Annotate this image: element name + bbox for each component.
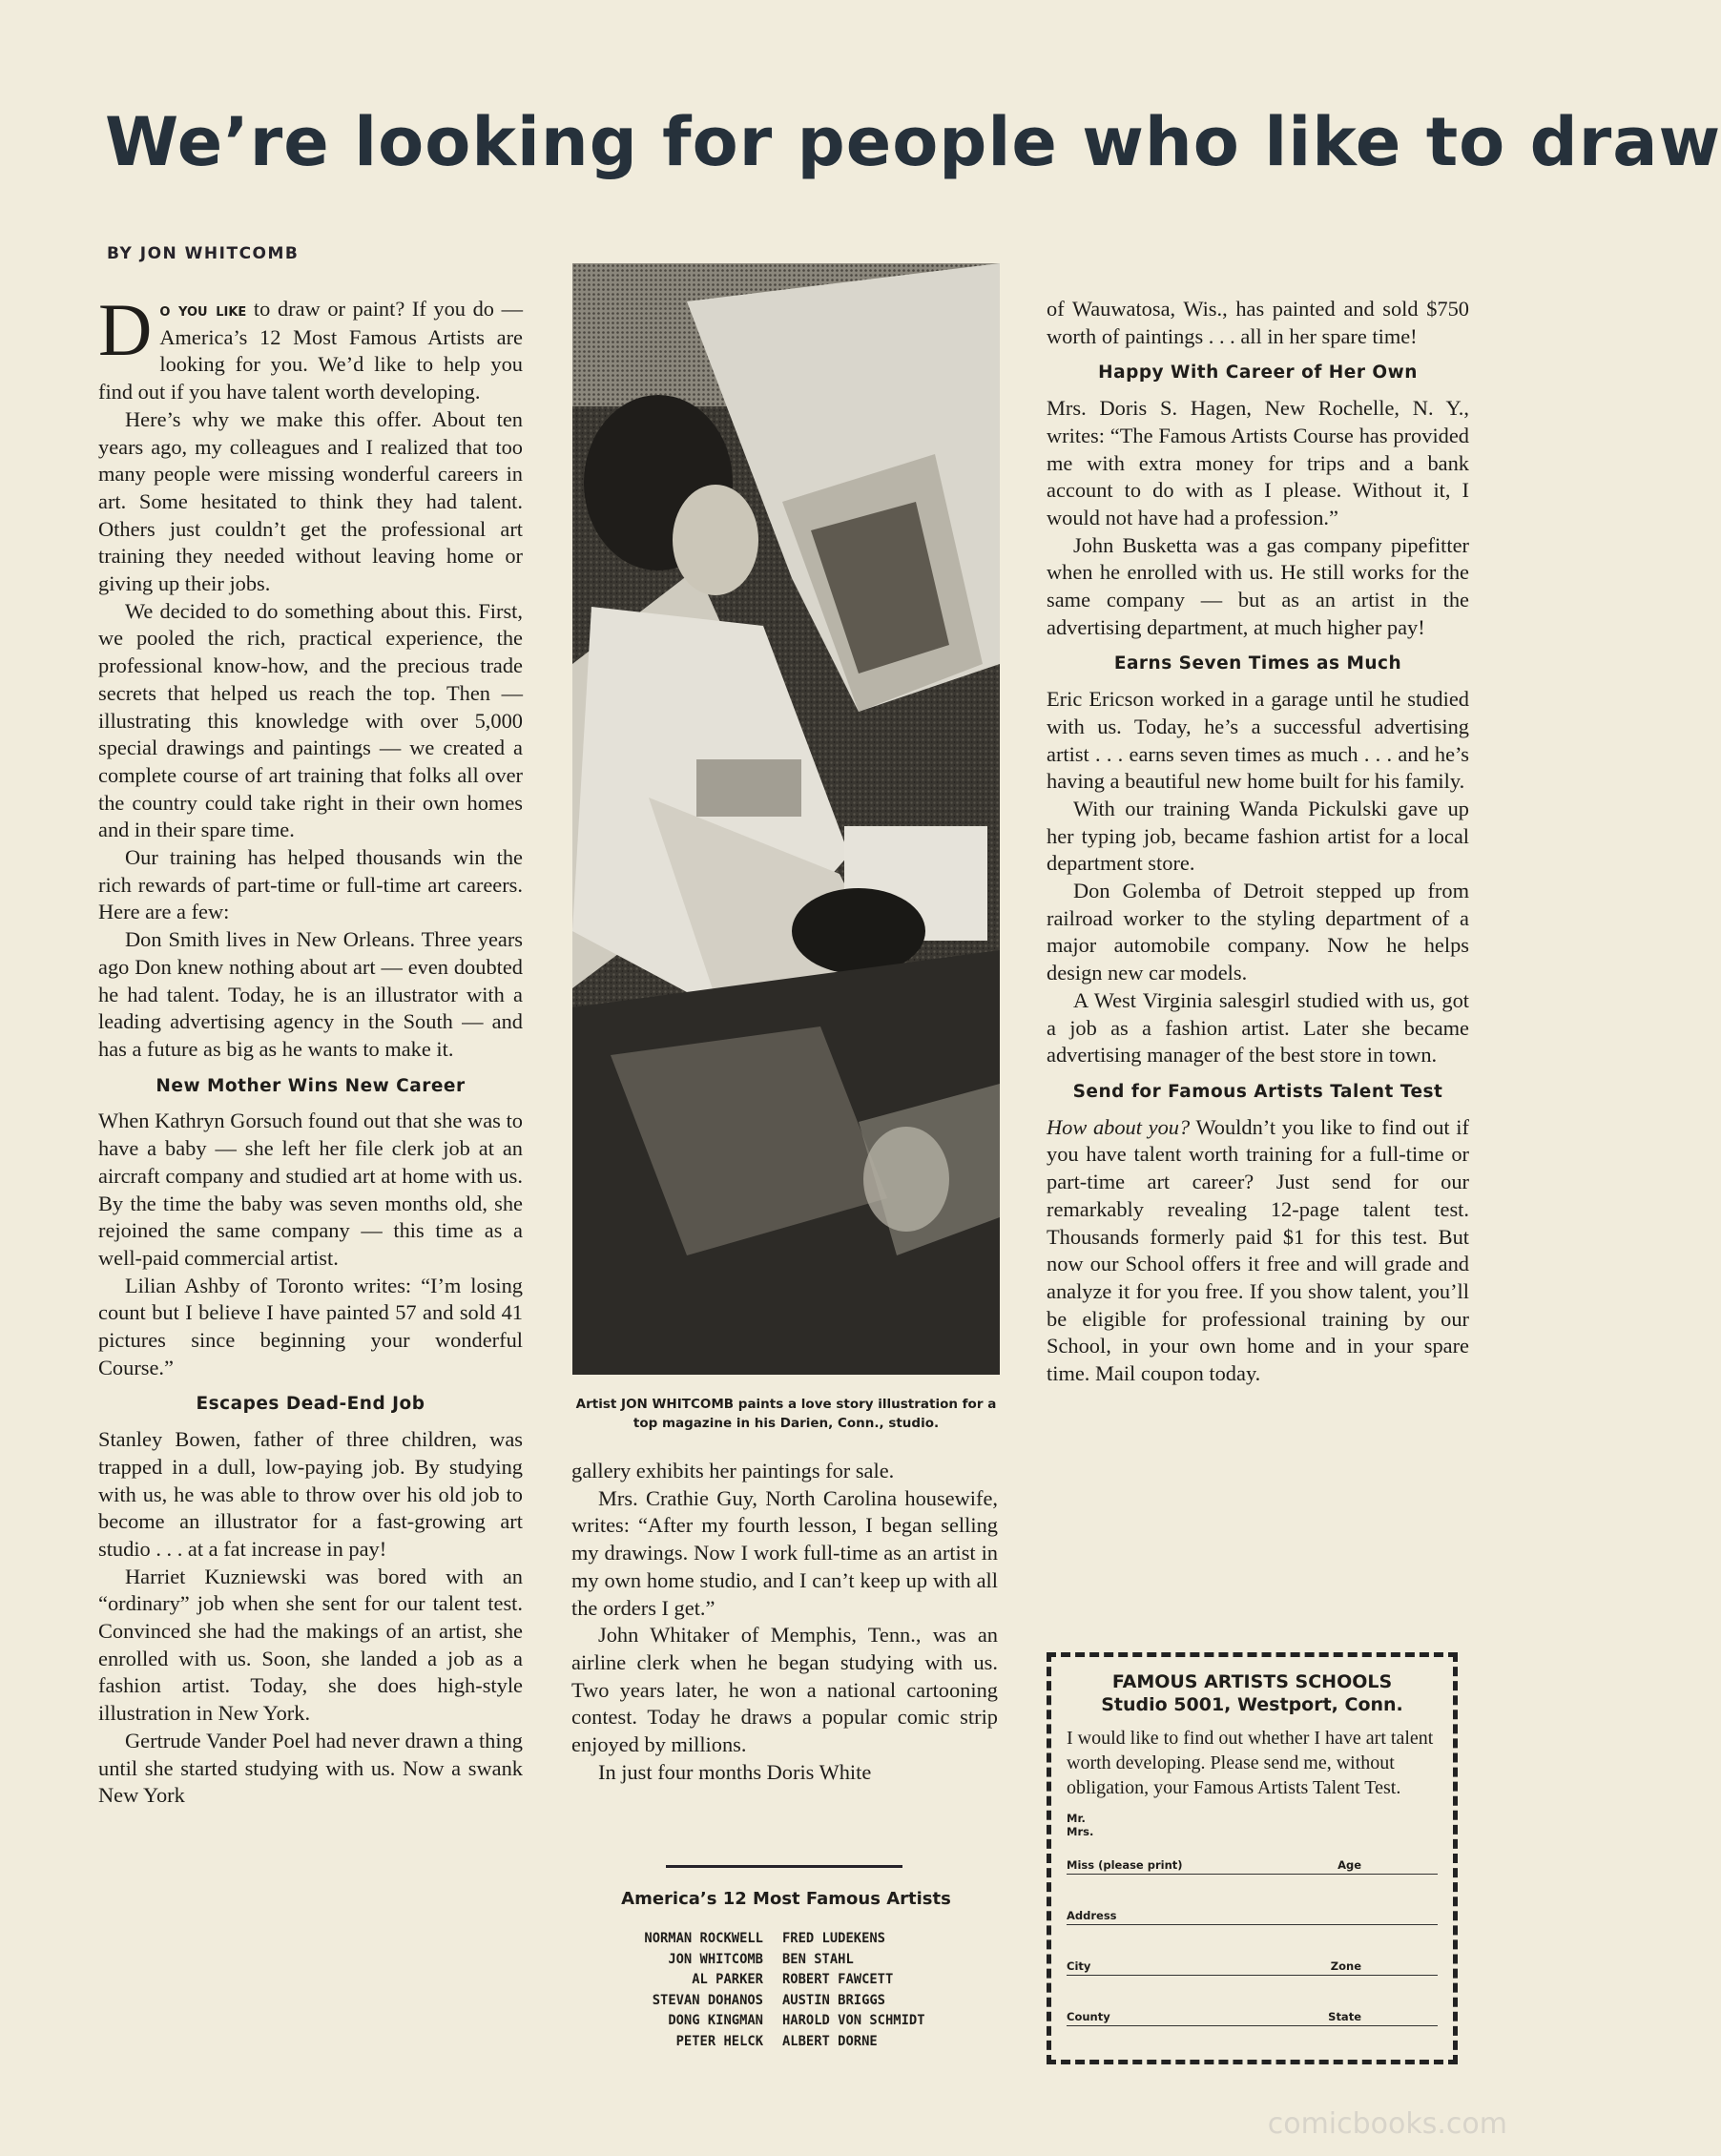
artist-name: ALBERT DORNE xyxy=(782,2033,878,2049)
artist-names-left xyxy=(477,1929,763,2052)
paragraph: In just four months Doris White xyxy=(598,1759,872,1784)
city-zone-field[interactable] xyxy=(1067,1933,1438,1976)
paragraph: John Busketta was a gas company pipefitter when he enrolled with us. He still works for the same company — but as an artist in the advertising department, at much higher pay! xyxy=(1047,532,1469,639)
paragraph: We decided to do something about this. First, we pooled the rich, practical experience, the professional know-how, and the precious trade secrets that helped us reach the top. Then — illustrating this knowledge with over 5,000 special drawings and paintings — we created a complete course of art training that folks all over the country could take right in their own homes and in their spare time. xyxy=(98,598,523,842)
photo-caption xyxy=(572,1395,1000,1433)
county-state-field[interactable] xyxy=(1067,1983,1438,2026)
miss-label: Miss (please print) xyxy=(1067,1858,1183,1872)
subheading-talent-test: Send for Famous Artists Talent Test xyxy=(1072,1081,1443,1102)
paragraph: With our training Wanda Pickulski gave up her typing job, became fashion artist for a local department store. xyxy=(1047,796,1469,876)
artist-name: PETER HELCK xyxy=(675,2033,763,2049)
intro-small-caps: o you like xyxy=(159,300,247,321)
subheading-new-mother: New Mother Wins New Career xyxy=(156,1075,466,1096)
paragraph: Don Golemba of Detroit stepped up from railroad worker to the styling department of a major automobile company. Now he helps design new car models. xyxy=(1047,879,1469,985)
intro-text: to draw or paint? If you do — America’s 12 Most Famous Artists are looking for you. We’d like to help you find out if you have talent worth developing. xyxy=(98,297,524,404)
subheading-happy-career: Happy With Career of Her Own xyxy=(1098,363,1418,384)
subheading-dead-end-job: Escapes Dead-End Job xyxy=(196,1394,425,1415)
paragraph: When Kathryn Gorsuch found out that she was to have a baby — she left her file clerk job at an aircraft company and studied art at home with us. By the time the baby was seven months old, she rejoined the same company — this time as a well-paid commercial artist. xyxy=(98,1109,523,1270)
caption-text: paints a love story illustration for a top magazine in his Darien, Conn., studio. xyxy=(632,1397,997,1431)
paragraph: Lilian Ashby of Toronto writes: “I’m losing count but I believe I have painted 57 and sold 41 pictures since beginning your wonderful Course.” xyxy=(98,1273,523,1379)
paragraph: Here’s why we make this offer. About ten years ago, my colleagues and I realized that too many people were missing wonderful careers in art. Some hesitated to think they had talent. Others just couldn’t get the professional art training they needed without leaving home or giving up their jobs. xyxy=(98,406,523,596)
article-column-left xyxy=(98,288,524,2051)
site-watermark: comicbooks.com xyxy=(1267,2107,1507,2141)
article-column-right xyxy=(1047,296,1469,1650)
artist-photo xyxy=(572,263,1000,1375)
artist-names-right xyxy=(782,1929,1068,2052)
artist-name: NORMAN ROCKWELL xyxy=(644,1931,763,1946)
drop-cap: D xyxy=(98,288,153,371)
italic-lead: How about you? xyxy=(1047,1114,1191,1139)
artist-name: BEN STAHL xyxy=(782,1951,854,1967)
paragraph: of Wauwatosa, Wis., has painted and sold $750 worth of paintings . . . all in her spare time! xyxy=(1047,297,1469,348)
mail-coupon[interactable] xyxy=(1047,1652,1458,2064)
paragraph: Our training has helped thousands win the rich rewards of part-time or full-time art careers. Here are a few: xyxy=(98,845,523,924)
paragraph-text: Wouldn’t you like to find out if you have talent worth training for a full-time or part-time art career? Just send for our remarkably revealing 12-page talent test. Thousands formerly paid $1 for this test. But now our School offers it free and will grade and analyze it for you free. If you show talent, you’ll be eligible for professional training by our School, in your own home and in your spare time. Mail coupon today. xyxy=(1047,1114,1469,1386)
coupon-body: I would like to find out whether I have art talent worth developing. Please send me, without obligation, your Famous Artists Talent Test. xyxy=(1067,1728,1434,1798)
mr-label: Mr. xyxy=(1067,1812,1086,1825)
name-field[interactable] xyxy=(1067,1812,1438,1875)
address-label: Address xyxy=(1067,1909,1117,1922)
artist-name: JON WHITCOMB xyxy=(668,1951,763,1967)
artist-name: ROBERT FAWCETT xyxy=(782,1972,894,1987)
paragraph: Mrs. Doris S. Hagen, New Rochelle, N. Y., writes: “The Famous Artists Course has provided me with extra money for trips and a bank account to do with as I please. Without it, I would not have had a profession.” xyxy=(1047,396,1469,529)
age-label: Age xyxy=(1337,1858,1361,1872)
paragraph: Stanley Bowen, father of three children, was trapped in a dull, low-paying job. By studying with us, he was able to throw over his old job to become an illustrator for a fast-growing art studio . . . at a fat increase in pay! xyxy=(98,1427,523,1561)
artist-photo-illustration xyxy=(572,263,1000,1375)
county-label: County xyxy=(1067,2010,1110,2023)
please-print-label: (please print) xyxy=(1098,1858,1183,1872)
paragraph: gallery exhibits her paintings for sale. xyxy=(571,1459,895,1482)
headline: We’re looking for people who like to draw xyxy=(105,103,1721,181)
paragraph: John Whitaker of Memphis, Tenn., was an airline clerk when he began studying with us. Two years later, he won a national cartooning contest. Today he draws a popular comic strip enjoyed by millions. xyxy=(571,1623,998,1757)
zone-label: Zone xyxy=(1330,1959,1361,1973)
caption-artist-name: Artist JON WHITCOMB xyxy=(575,1397,735,1412)
paragraph: Mrs. Crathie Guy, North Carolina housewife, writes: “After my fourth lesson, I began selling my drawings. Now I work full-time as an artist in my own home studio, and I can’t keep up with all the orders I get.” xyxy=(571,1485,998,1620)
artist-name: FRED LUDEKENS xyxy=(782,1931,885,1946)
artist-name: STEVAN DOHANOS xyxy=(652,1992,763,2008)
paragraph: Gertrude Vander Poel had never drawn a thing until she started studying with us. Now a swank New York xyxy=(98,1728,523,1808)
address-field[interactable] xyxy=(1067,1882,1438,1925)
coupon-school-name: FAMOUS ARTISTS SCHOOLS xyxy=(1111,1671,1393,1692)
artist-name: DONG KINGMAN xyxy=(668,2013,763,2028)
city-label: City xyxy=(1067,1959,1091,1973)
artist-name: AL PARKER xyxy=(692,1972,763,1987)
paragraph: A West Virginia salesgirl studied with us, got a job as a fashion artist. Later she became advertising manager of the best store in town. xyxy=(1047,987,1469,1068)
byline: BY JON WHITCOMB xyxy=(107,244,300,263)
artist-name: AUSTIN BRIGGS xyxy=(782,1992,885,2008)
artists-list-title: America’s 12 Most Famous Artists xyxy=(621,1889,951,1909)
paragraph xyxy=(1047,1114,1469,1388)
paragraph: Harriet Kuzniewski was bored with an “ordinary” job when she sent for our talent test. Convinced she had the makings of an artist, she enrolled with us. Soon, she landed a job as a fashion artist. Today, she does high-style illustration in New York. xyxy=(98,1564,523,1726)
mrs-label: Mrs. xyxy=(1067,1825,1094,1838)
paragraph: Don Smith lives in New Orleans. Three years ago Don knew nothing about art — even doubted he had talent. Today, he is an illustrator with a leading advertising agency in the South — and has a future as big as he wants to make it. xyxy=(98,927,523,1061)
intro-paragraph xyxy=(98,288,524,406)
coupon-address: Studio 5001, Westport, Conn. xyxy=(1101,1694,1403,1715)
state-label: State xyxy=(1328,2010,1361,2023)
divider-rule xyxy=(666,1865,902,1868)
article-column-middle xyxy=(571,1458,998,1839)
paragraph: Eric Ericson worked in a garage until he studied with us. Today, he’s a successful advertising artist . . . earns seven times as much . . . and he’s having a beautiful new home built for his family. xyxy=(1047,687,1469,794)
artist-name: HAROLD VON SCHMIDT xyxy=(782,2013,925,2028)
subheading-earns-seven-times: Earns Seven Times as Much xyxy=(1113,653,1402,674)
